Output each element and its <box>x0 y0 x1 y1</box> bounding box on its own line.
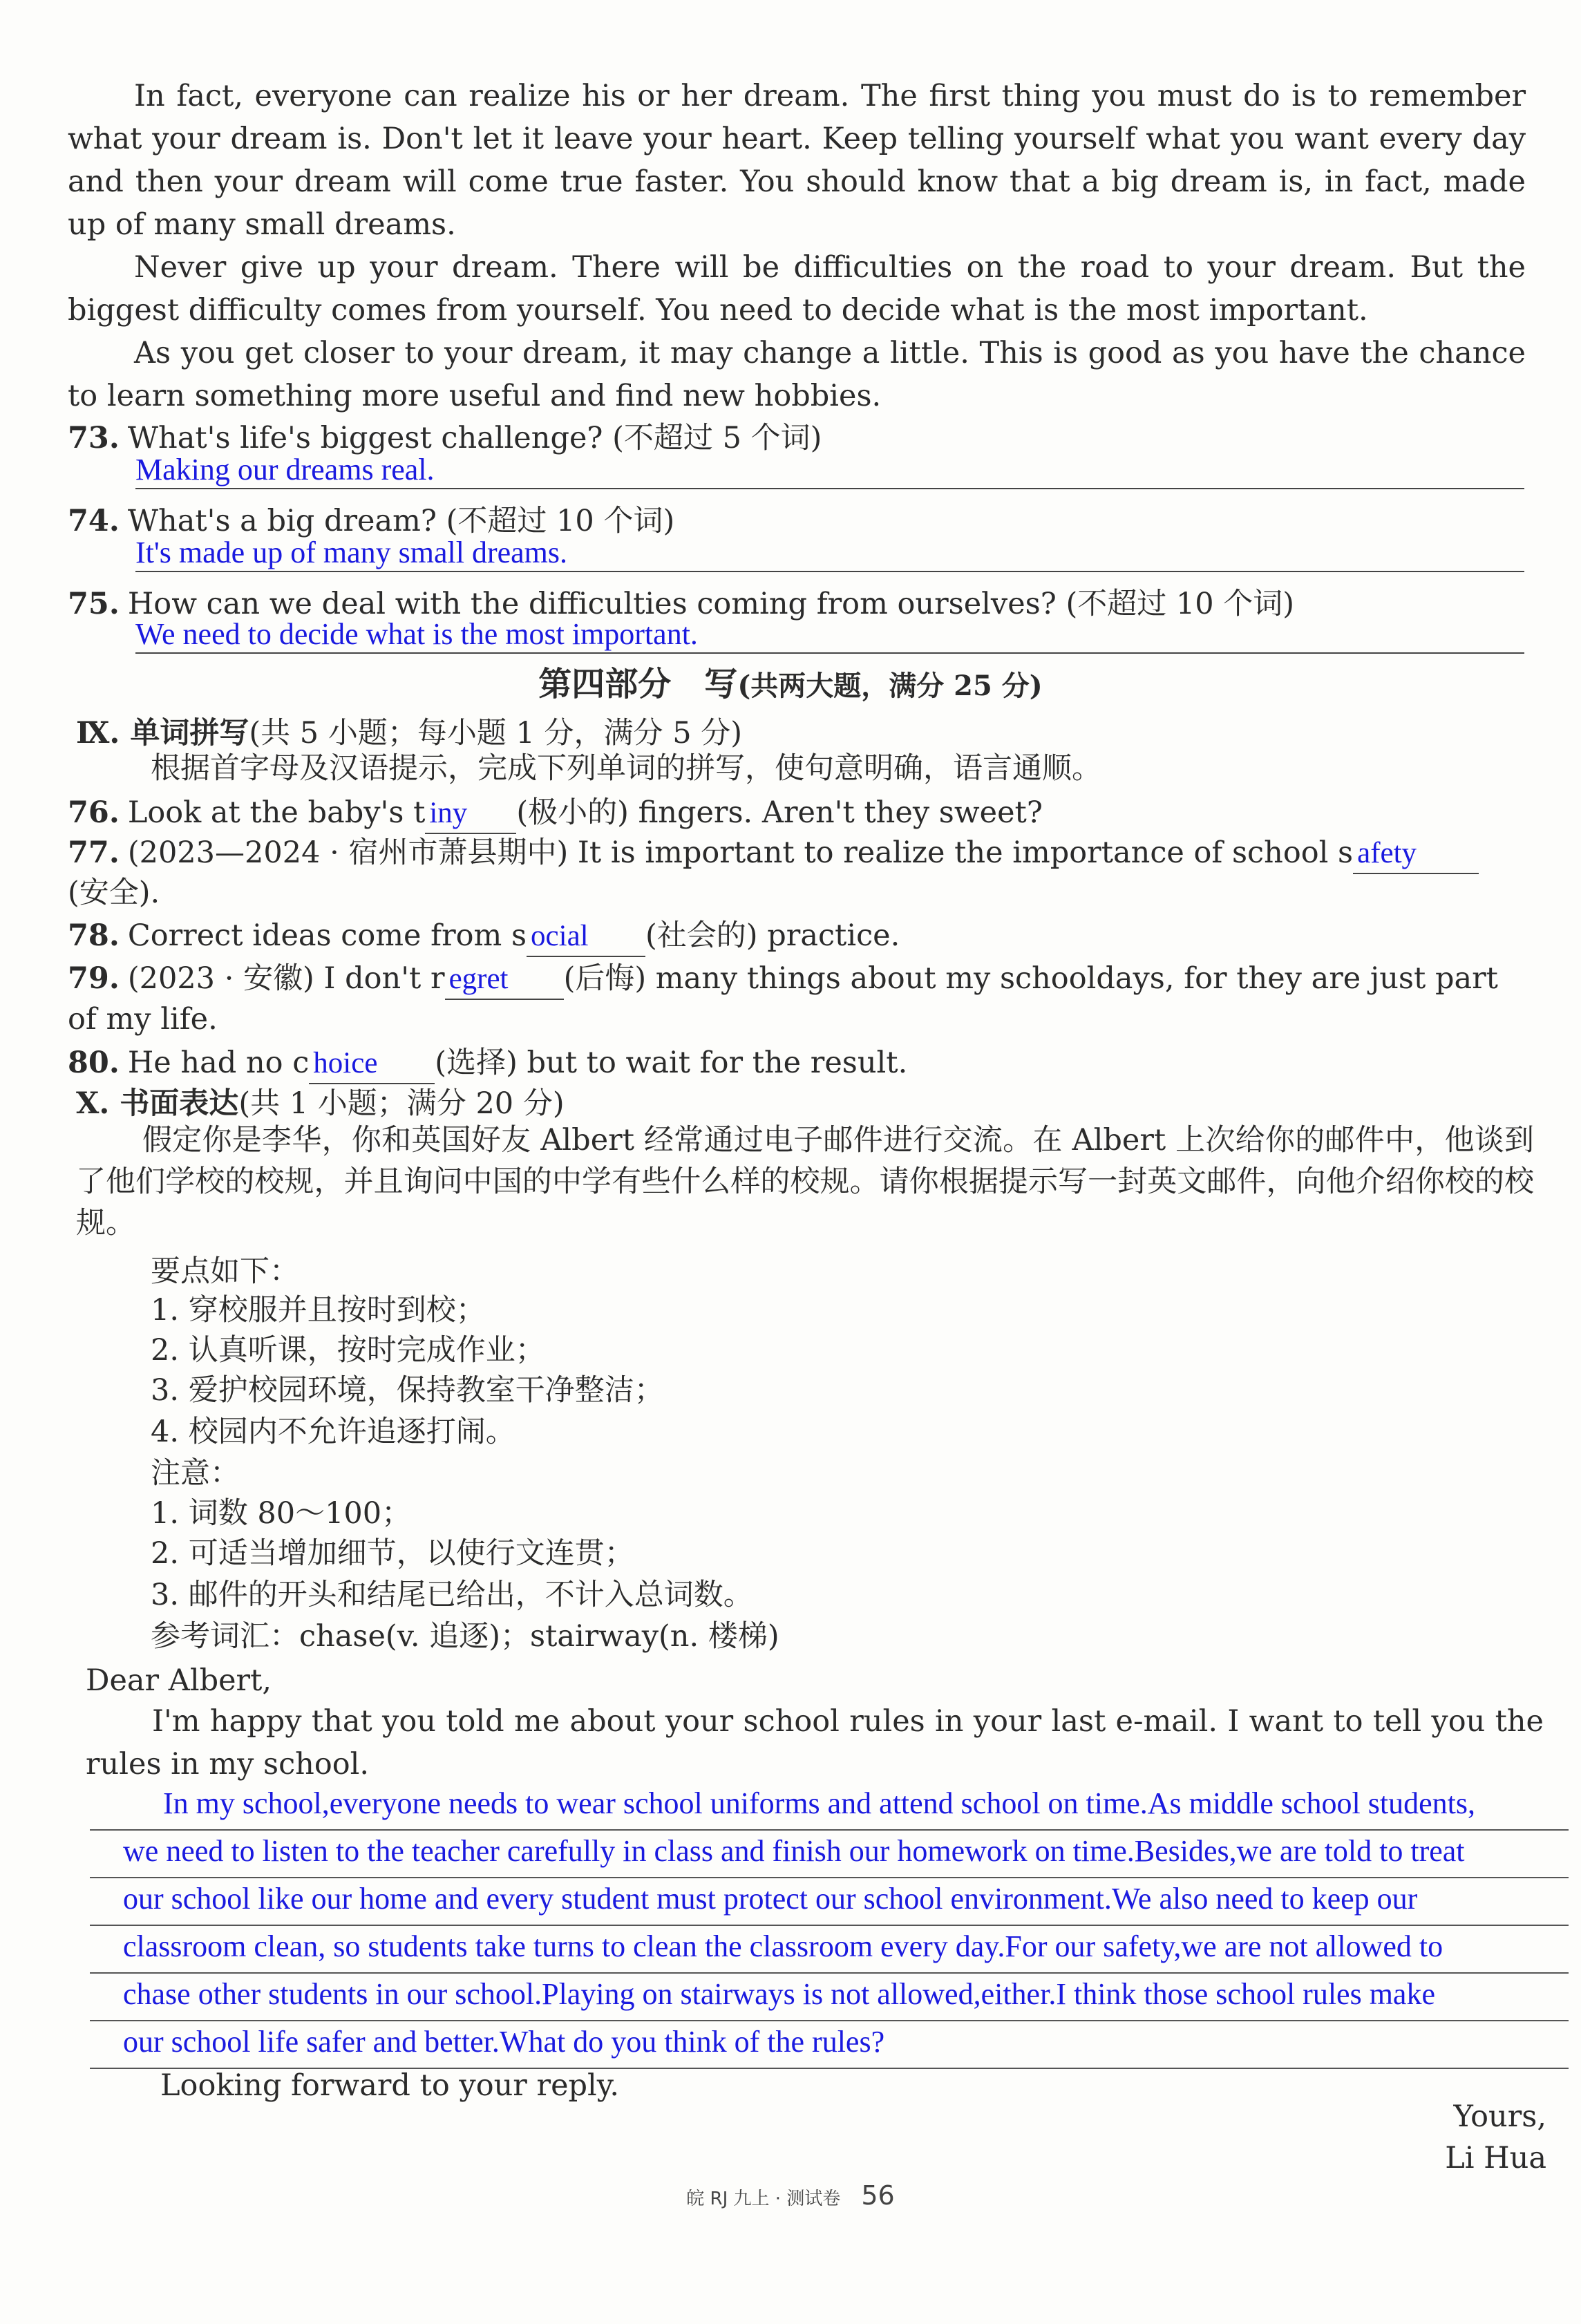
essay-answer[interactable] <box>90 1783 1569 2069</box>
blank-78[interactable]: ocial <box>527 917 645 957</box>
blank-80[interactable]: hoice <box>309 1044 435 1084</box>
point-1: 1. 穿校服并且按时到校； <box>151 1293 486 1328</box>
section-9-heading: Ⅸ. 单词拼写(共 5 小题；每小题 1 分，满分 5 分) <box>76 716 742 750</box>
item-79: 79. (2023 · 安徽) I don't r egret (后悔) many things about my schooldays, for they are just part of my life. <box>68 961 1498 1037</box>
letter-signature: Li Hua <box>1445 2141 1546 2175</box>
essay-line: In my school,everyone needs to wear school uniforms and attend school on time.As middle school students, <box>90 1783 1569 1831</box>
question-75: 75. How can we deal with the difficulties coming from ourselves? (不超过 10 个词) <box>68 587 1295 621</box>
item-77: 77. (2023—2024 · 宿州市萧县期中) It is important to realize the importance of school s afety <box>68 833 1533 874</box>
section-10-heading: Ⅹ. 书面表达(共 1 小题；满分 20 分) <box>76 1086 565 1121</box>
essay-line: our school life safer and better.What do you think of the rules? <box>90 2021 1569 2069</box>
note-2: 2. 可适当增加细节，以使行文连贯； <box>151 1536 634 1571</box>
question-73: 73. What's life's biggest challenge? (不超过 5 个词) <box>68 421 822 455</box>
point-3: 3. 爱护校园环境，保持教室干净整洁； <box>151 1373 664 1408</box>
answer-75[interactable]: We need to decide what is the most important. <box>135 614 1524 654</box>
section-9-instruction: 根据首字母及汉语提示，完成下列单词的拼写，使句意明确，语言通顺。 <box>151 751 1101 786</box>
item-77-end: (安全). <box>68 876 160 910</box>
page-number: 56 <box>861 2180 895 2211</box>
question-74: 74. What's a big dream? (不超过 10 个词) <box>68 504 675 538</box>
essay-line: we need to listen to the teacher carefully in class and finish our homework on time.Besides,we are told to treat <box>90 1831 1569 1878</box>
letter-opening: I'm happy that you told me about your school rules in your last e-mail. I want to tell you the rules in my school. <box>86 1704 1544 1782</box>
part-four-title: 第四部分 写(共两大题，满分 25 分) <box>538 665 1043 703</box>
blank-77[interactable]: afety <box>1353 834 1479 874</box>
blank-76[interactable]: iny <box>425 794 516 834</box>
letter-greeting: Dear Albert, <box>86 1663 272 1698</box>
item-80: 80. He had no c hoice (选择) but to wait for the result. <box>68 1043 1533 1084</box>
item-78: 78. Correct ideas come from s ocial (社会的) practice. <box>68 916 1533 957</box>
reading-paragraph-2: Never give up your dream. There will be difficulties on the road to your dream. But the biggest difficulty comes from yourself. You need to decide what is the most important. <box>68 250 1526 328</box>
letter-sign-off: Yours, <box>1453 2099 1546 2134</box>
reading-paragraph-1: In fact, everyone can realize his or her dream. The first thing you must do is to remember what your dream is. Don't let it leave your heart. Keep telling yourself what you want every day and then your dream will come true faster. You should know that a big dream is, in fact, made up of many small dreams. <box>68 79 1526 242</box>
page-footer: 皖 RJ 九上 · 测试卷 56 <box>686 2180 895 2211</box>
essay-line: our school like our home and every student must protect our school environment.We also need to keep our <box>90 1878 1569 1926</box>
essay-line: classroom clean, so students take turns to clean the classroom every day.For our safety,we are not allowed to <box>90 1926 1569 1974</box>
letter-closing: Looking forward to your reply. <box>160 2068 620 2103</box>
essay-line: chase other students in our school.Playing on stairways is not allowed,either.I think those school rules make <box>90 1974 1569 2021</box>
note-3: 3. 邮件的开头和结尾已给出，不计入总词数。 <box>151 1578 753 1612</box>
reading-paragraph-3: As you get closer to your dream, it may change a little. This is good as you have the chance to learn something more useful and find new hobbies. <box>68 336 1526 413</box>
note-1: 1. 词数 80～100； <box>151 1496 412 1531</box>
answer-74[interactable]: It's made up of many small dreams. <box>135 532 1524 572</box>
point-2: 2. 认真听课，按时完成作业； <box>151 1333 545 1368</box>
vocab-hint: 参考词汇：chase(v. 追逐)；stairway(n. 楼梯) <box>151 1619 779 1654</box>
points-label: 要点如下： <box>151 1254 299 1289</box>
point-4: 4. 校园内不允许追逐打闹。 <box>151 1415 515 1449</box>
blank-79[interactable]: egret <box>445 960 564 1000</box>
writing-prompt: 假定你是李华，你和英国好友 Albert 经常通过电子邮件进行交流。在 Albert 上次给你的邮件中，他谈到了他们学校的校规，并且询问中国的中学有些什么样的校规。请你根据提示写一封英文邮件，向他介绍你校的校规。 <box>76 1123 1534 1240</box>
item-76: 76. Look at the baby's t iny (极小的) fingers. Aren't they sweet? <box>68 793 1533 834</box>
notes-label: 注意： <box>151 1456 240 1491</box>
answer-73[interactable]: Making our dreams real. <box>135 449 1524 489</box>
